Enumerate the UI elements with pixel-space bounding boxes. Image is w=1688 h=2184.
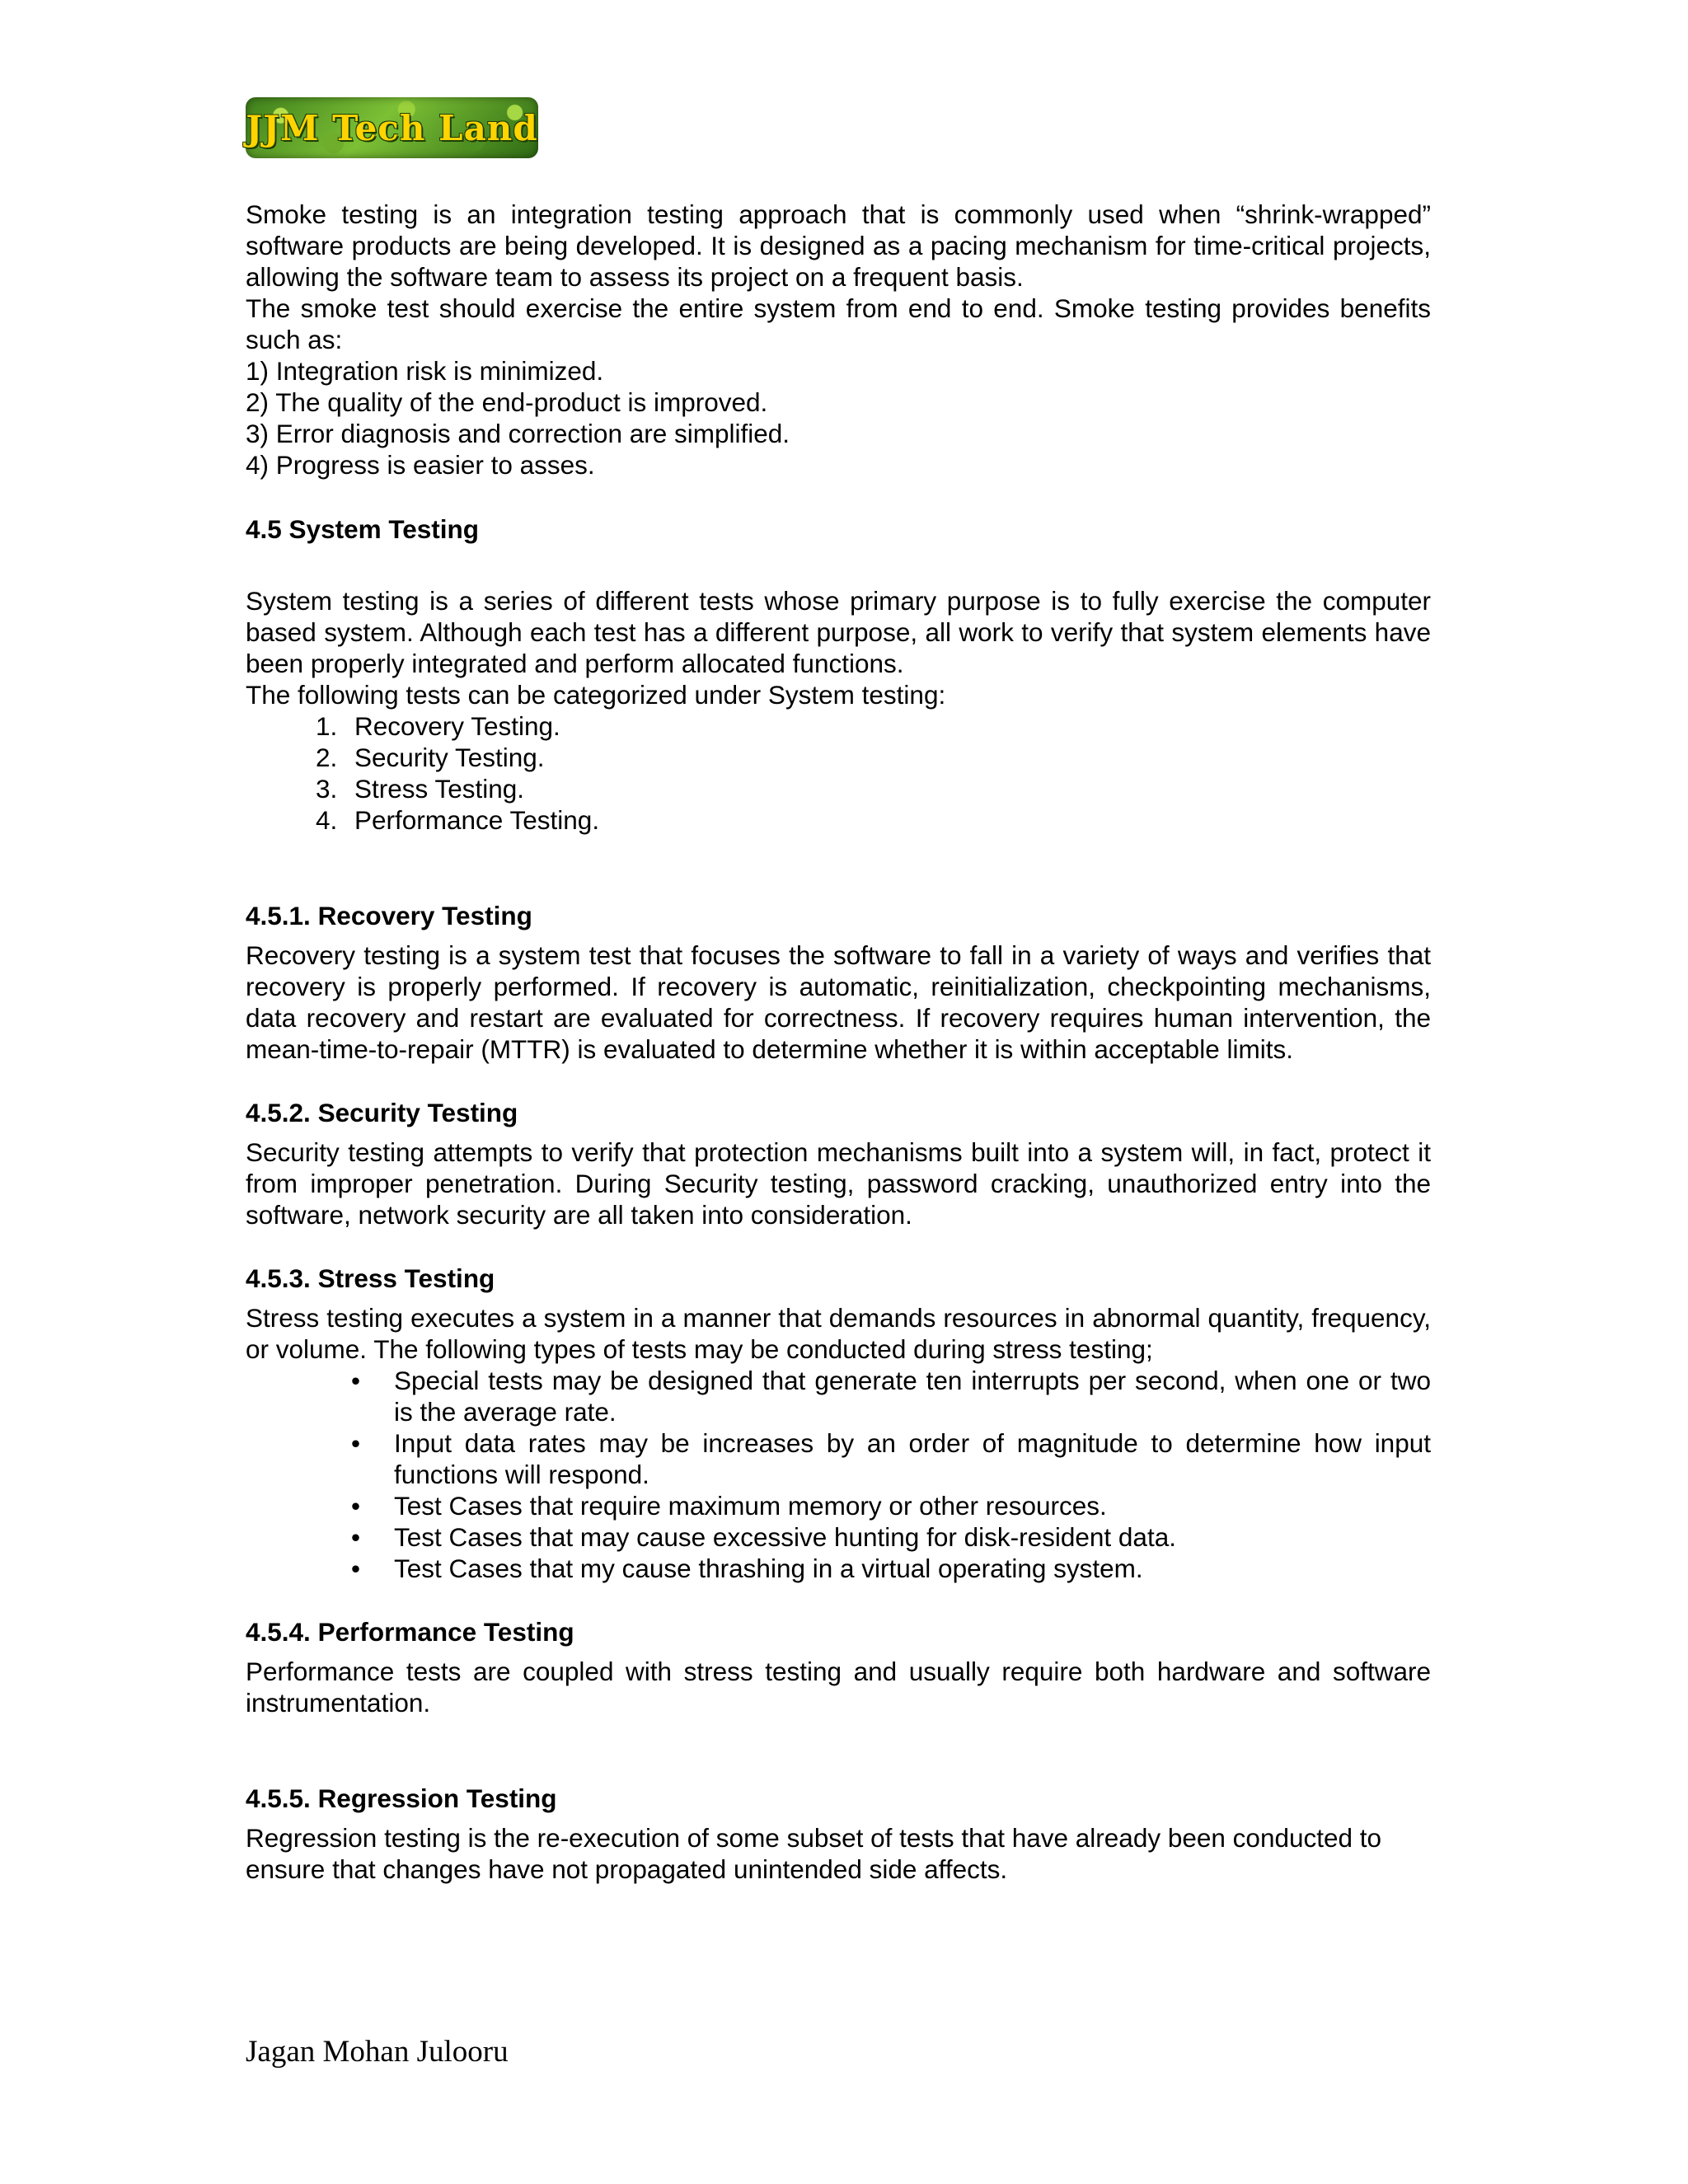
list-item: • Test Cases that require maximum memory or other resources. — [394, 1490, 1431, 1521]
recovery-testing-paragraph: Recovery testing is a system test that focuses the software to fall in a variety of ways and verifies that recovery is properly performed. If recovery is automatic, reinitialization, checkpointing mechanisms, data recovery and restart are evaluated for correctness. If recovery requires human intervention, the mean-time-to-repair (MTTR) is evaluated to determine whether it is within acceptable limits. — [246, 940, 1431, 1064]
document-body — [246, 199, 1431, 1885]
list-item: • Input data rates may be increases by an order of magnitude to determine how input functions will respond. — [394, 1427, 1431, 1490]
section-heading-system-testing: 4.5 System Testing — [246, 514, 480, 544]
list-item: • Special tests may be designed that generate ten interrupts per second, when one or two is the average rate. — [394, 1365, 1431, 1427]
security-testing-paragraph: Security testing attempts to verify that protection mechanisms built into a system will, in fact, protect it from improper penetration. During Security testing, password cracking, unauthorized entry into the software, network security are all taken into consideration. — [246, 1137, 1431, 1230]
list-item: 4. Performance Testing. — [345, 804, 1431, 836]
section-heading-stress-testing: 4.5.3. Stress Testing — [246, 1263, 495, 1293]
list-item: 2. Security Testing. — [345, 742, 1431, 773]
jjm-tech-land-logo — [246, 97, 538, 158]
list-item: • Test Cases that my cause thrashing in a virtual operating system. — [394, 1553, 1431, 1584]
regression-testing-paragraph: Regression testing is the re-execution of some subset of tests that have already been conducted to ensure that changes have not propagated unintended side affects. — [246, 1823, 1382, 1884]
smoke-test-paragraph: The smoke test should exercise the entire system from end to end. Smoke testing provides benefits such as: — [246, 293, 1431, 354]
benefit-item: 3) Error diagnosis and correction are simplified. — [246, 419, 790, 448]
performance-testing-paragraph: Performance tests are coupled with stress testing and usually require both hardware and software instrumentation. — [246, 1657, 1431, 1718]
benefit-item: 1) Integration risk is minimized. — [246, 356, 604, 386]
system-testing-paragraph: System testing is a series of different tests whose primary purpose is to fully exercise the computer based system. Although each test has a different purpose, all work to verify that system elements have been properly integrated and perform allocated functions. — [246, 586, 1431, 678]
stress-tests-list — [246, 1365, 1431, 1584]
section-heading-performance-testing: 4.5.4. Performance Testing — [246, 1617, 574, 1647]
benefit-item: 4) Progress is easier to asses. — [246, 450, 595, 480]
intro-paragraph: Smoke testing is an integration testing approach that is commonly used when “shrink-wrapped” software products are being developed. It is designed as a pacing mechanism for time-critical projects, allowing the software team to assess its project on a frequent basis. — [246, 199, 1431, 292]
logo-text: JJM Tech Land — [246, 107, 538, 148]
section-heading-regression-testing: 4.5.5. Regression Testing — [246, 1783, 557, 1813]
system-testing-intro-list: The following tests can be categorized under System testing: — [246, 680, 946, 710]
list-item: • Test Cases that may cause excessive hunting for disk-resident data. — [394, 1521, 1431, 1553]
benefit-item: 2) The quality of the end-product is improved. — [246, 387, 768, 417]
list-item: 3. Stress Testing. — [345, 773, 1431, 804]
section-heading-security-testing: 4.5.2. Security Testing — [246, 1098, 518, 1127]
stress-testing-paragraph: Stress testing executes a system in a manner that demands resources in abnormal quantity, frequency, or volume. The following types of tests may be conducted during stress testing; — [246, 1303, 1431, 1364]
system-tests-list — [246, 710, 1431, 836]
section-heading-recovery-testing: 4.5.1. Recovery Testing — [246, 901, 532, 930]
list-item: 1. Recovery Testing. — [345, 710, 1431, 742]
footer-author: Jagan Mohan Julooru — [246, 2035, 509, 2069]
